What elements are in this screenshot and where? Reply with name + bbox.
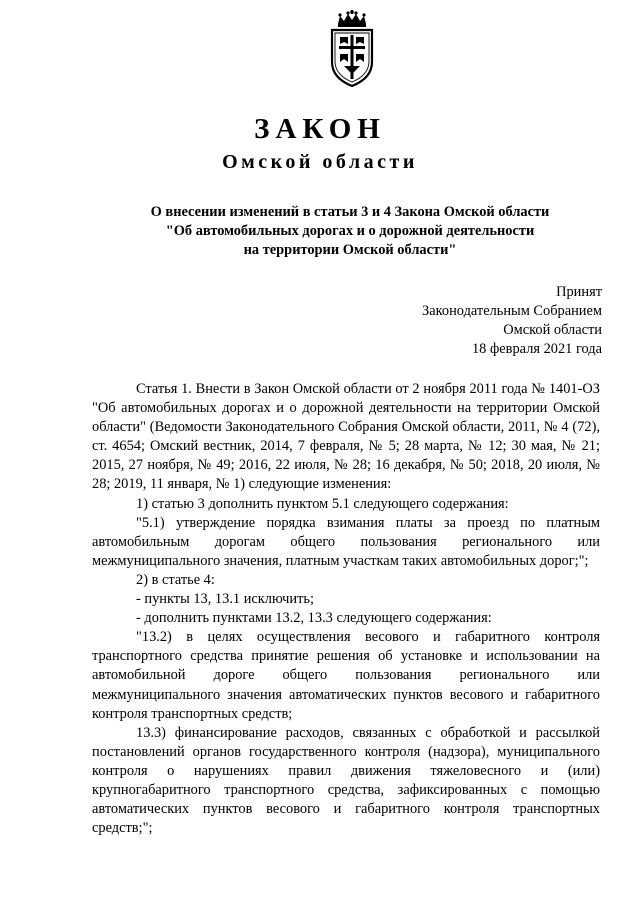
amendment-item-1: 1) статью 3 дополнить пунктом 5.1 следующего содержания: [136,495,509,512]
adoption-block [422,283,602,359]
adoption-line-3: Омской области [503,322,602,338]
law-subject-heading [100,203,600,260]
adoption-line-2: Законодательным Собранием [422,303,602,319]
law-region-title: Омской области [222,151,418,173]
law-body [92,380,600,838]
quoted-point-13-3: 13.3) финансирование расходов, связанных с обработкой и рассылкой постановлений органов государственного контроля (надзора), муниципального контроля о нарушениях правил движения тяжеловесного и (или) крупногабаритного транспортного средства, зафиксированных с помощью автоматических пунктов весового и габаритного контроля транспортных средств;"; [92,724,600,837]
amendment-dash-1: - пункты 13, 13.1 исключить; [136,591,314,608]
quoted-point-5-1: "5.1) утверждение порядка взимания платы за проезд по платным автомобильным дорогам общего пользования регионального или межмуниципального значения, платным участкам таких автомобильных дорог;"; [92,514,600,569]
adoption-date: 18 февраля 2021 года [471,341,602,357]
subject-line-1: О внесении изменений в статьи 3 и 4 Закона Омской области [150,204,550,220]
article-1-paragraph: Статья 1. Внести в Закон Омской области от 2 ноября 2011 года № 1401-ОЗ "Об автомобильных дорогах и о дорожной деятельности на территории Омской области" (Ведомости Законодательного Собрания Омской области, 2011, № 4 (72), ст. 4654; Омский вестник, 2014, 7 февраля, № 5; 28 марта, № 12; 30 мая, № 21; 2015, 27 ноября, № 49; 2016, 22 июля, № 28; 16 декабря, № 50; 2018, 20 июля, № 28; 2019, 11 января, № 1) следующие изменения: [92,381,600,493]
adoption-line-1: Принят [556,284,602,300]
omsk-coat-of-arms-emblem [326,10,378,88]
amendment-item-2: 2) в статье 4: [136,571,215,588]
quoted-point-13-2: "13.2) в целях осуществления весового и габаритного контроля транспортного средства принятие решения об установке и использовании на автомобильной дороге общего пользования регионального или межмуниципального значения автоматических пунктов весового и габаритного контроля транспортных средств; [92,629,600,722]
law-title: ЗАКОН [254,113,386,145]
amendment-dash-2: - дополнить пунктами 13.2, 13.3 следующего содержания: [136,610,492,627]
subject-line-3: на территории Омской области" [243,242,457,258]
subject-line-2: "Об автомобильных дорогах и о дорожной деятельности [165,223,535,239]
